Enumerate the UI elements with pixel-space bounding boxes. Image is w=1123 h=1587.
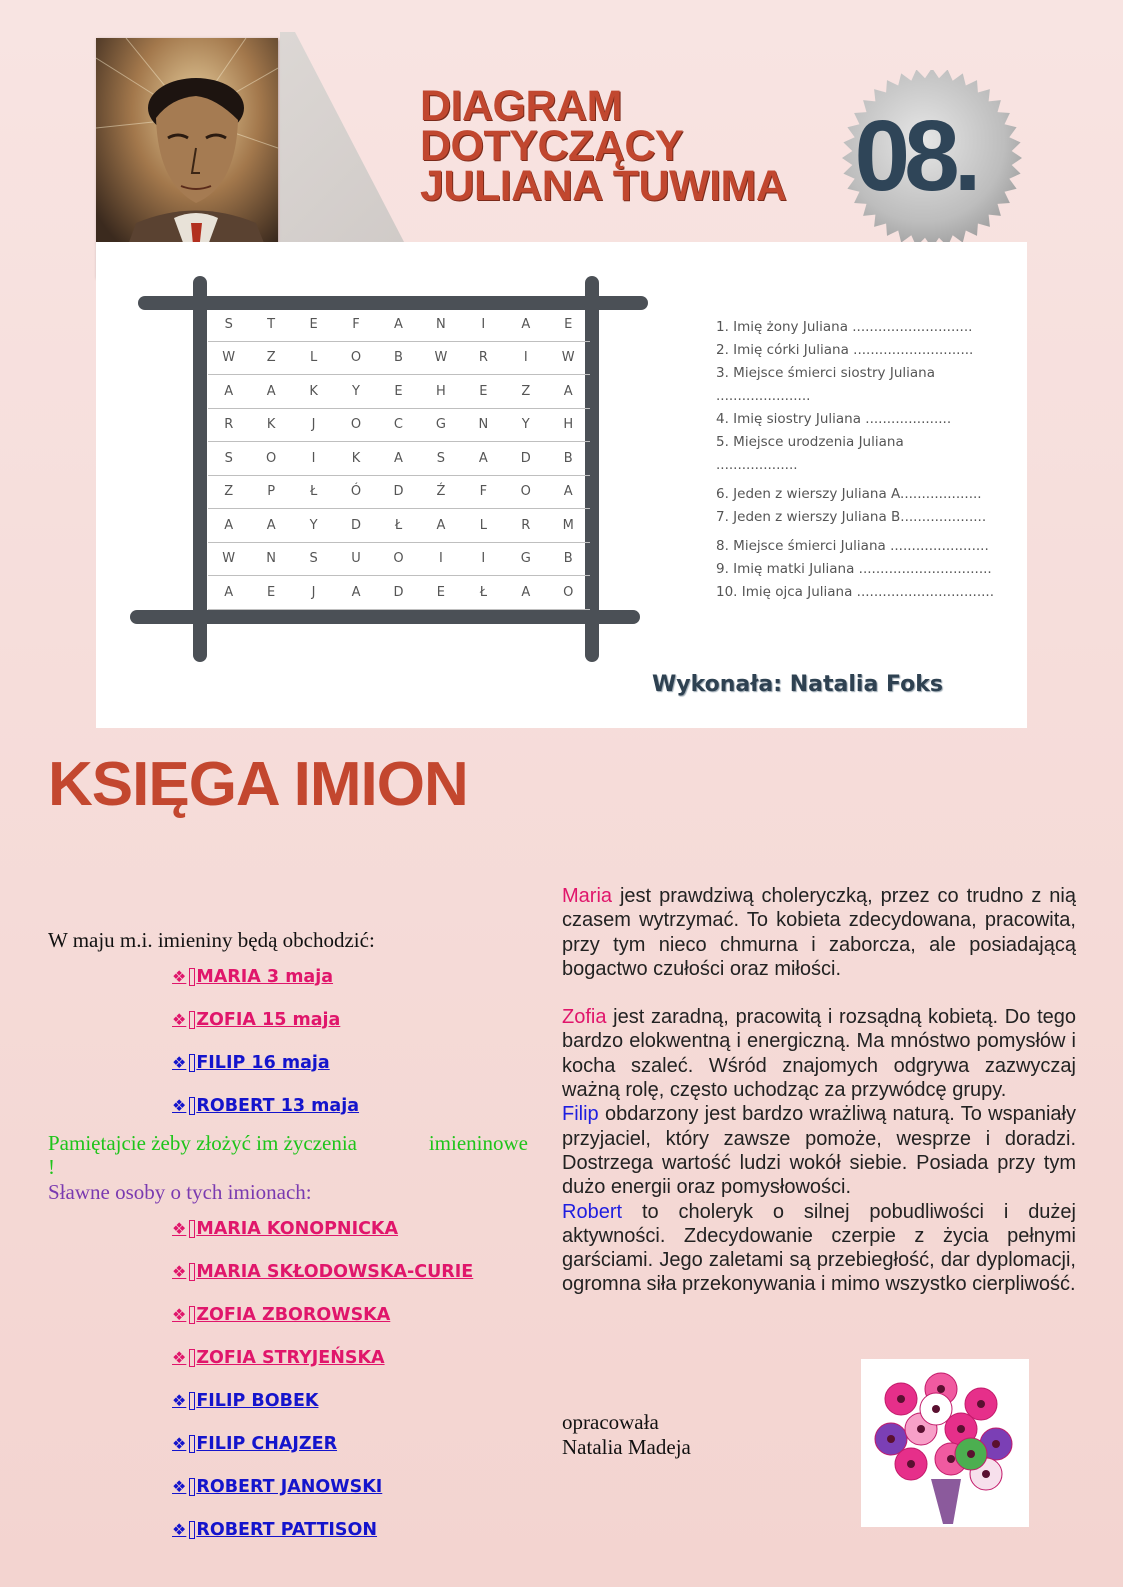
diamond-bullet-icon: ❖	[172, 1053, 187, 1072]
grid-letter: E	[436, 584, 447, 600]
name-list-text: ZOFIA STRYJEŃSKA	[196, 1347, 385, 1368]
diamond-bullet-icon: ❖	[172, 1305, 187, 1324]
grid-letter: S	[224, 450, 234, 466]
grid-letter: I	[311, 450, 317, 466]
nameday-intro: W maju m.i. imieniny będą obchodzić:	[48, 928, 375, 952]
grid-letter: Z	[224, 484, 235, 500]
grid-letter: L	[479, 517, 488, 533]
box-glyph-icon	[189, 1478, 195, 1496]
crossword-question: ......................	[716, 388, 811, 404]
filip-text: obdarzony jest bardzo wrażliwą naturą. To wspaniały przyjaciel, który zawsze pomoże, wesprze i doradzi. Dostrzega wartość ludzi wokół siebie. Posiada przy tym dużo energii oraz pomysłowości.	[562, 1103, 1076, 1199]
grid-letter: O	[393, 551, 405, 567]
name-list-text: ZOFIA ZBOROWSKA	[196, 1304, 391, 1325]
grid-letter: F	[479, 484, 489, 500]
crossword-question: ...................	[716, 457, 798, 473]
grid-letter: A	[224, 517, 235, 533]
grid-letter: F	[352, 316, 361, 332]
box-glyph-icon	[189, 1392, 195, 1410]
name-list-text: FILIP 16 maja	[196, 1052, 330, 1073]
diamond-bullet-icon: ❖	[172, 1096, 187, 1115]
badge-number: 08.	[854, 100, 976, 212]
name-list-item[interactable]	[172, 1207, 538, 1250]
grid-letter: Y	[352, 383, 361, 399]
robert-name: Robert	[562, 1200, 623, 1223]
zofia-text: jest zaradną, pracowitą i rozsądną kobietą. Do tego bardzo elokwentną i energiczną. Ma mnóstwo pomysłów i kocha szaleć. Wśród znajomych odgrywa zazwyczaj ważną rolę, często uchodząc za przywódcę grupy.	[562, 1006, 1076, 1102]
grid-letter: B	[394, 350, 404, 366]
diamond-bullet-icon: ❖	[172, 967, 187, 986]
name-list-item[interactable]	[172, 1041, 538, 1084]
box-glyph-icon	[189, 1054, 195, 1072]
name-list-item[interactable]	[172, 1293, 538, 1336]
name-list-item[interactable]	[172, 1084, 538, 1127]
grid-letter: B	[563, 450, 574, 466]
name-list-text: MARIA 3 maja	[196, 966, 334, 987]
name-descriptions	[562, 884, 1076, 1297]
grid-letter: K	[309, 383, 319, 399]
grid-letter: D	[351, 517, 363, 533]
crossword-question: 2. Imię córki Juliana ............................	[716, 342, 974, 358]
name-list-text: FILIP CHAJZER	[196, 1433, 338, 1454]
crossword-question: 8. Miejsce śmierci Juliana .......................	[716, 538, 989, 554]
grid-letter: Ó	[350, 484, 363, 500]
robert-text: to choleryk o silnej pobudliwości i dużej aktywności. Zdecydowanie czerpie z życia pełnymi garściami. Jego zaletami są przebiegłość, dar dyplomacji, ogromna siła przekonywania i mimo wszystko cierpliwość.	[562, 1200, 1076, 1296]
name-list-item[interactable]	[172, 1422, 538, 1465]
diamond-bullet-icon: ❖	[172, 1348, 187, 1367]
grid-letter: I	[438, 551, 444, 567]
grid-letter: E	[479, 383, 489, 399]
diamond-bullet-icon: ❖	[172, 1219, 187, 1238]
maria-paragraph	[562, 884, 1076, 981]
grid-letter: A	[224, 584, 235, 600]
grid-letter: T	[267, 316, 277, 332]
grid-letter: E	[564, 316, 574, 332]
reminder-text-end: imieninowe	[428, 1131, 528, 1155]
grid-letter: A	[478, 450, 489, 466]
name-list-text: ROBERT JANOWSKI	[196, 1476, 383, 1497]
grid-letter: A	[351, 584, 362, 600]
crossword-question: 9. Imię matki Juliana ...............................	[716, 561, 992, 577]
grid-letter: R	[521, 517, 532, 533]
grid-letter: Z	[266, 350, 277, 366]
section-title: KSIĘGA IMION	[48, 750, 468, 819]
crossword-question: 3. Miejsce śmierci siostry Juliana	[716, 365, 935, 381]
box-glyph-icon	[189, 1011, 195, 1029]
grid-letter: M	[562, 517, 575, 533]
grid-letter: Ł	[479, 584, 488, 600]
reminder-text: Pamiętajcie żeby złożyć im życzenia	[48, 1131, 358, 1155]
grid-letter: A	[436, 517, 447, 533]
name-list-item[interactable]	[172, 955, 538, 998]
page-title	[420, 82, 840, 210]
maria-name: Maria	[562, 885, 613, 907]
grid-letter: A	[266, 383, 277, 399]
signature-line-1: opracowała	[562, 1410, 659, 1434]
name-list-text: MARIA SKŁODOWSKA-CURIE	[196, 1261, 474, 1282]
grid-letter: A	[394, 316, 404, 332]
box-glyph-icon	[189, 1306, 195, 1324]
nameday-list	[48, 955, 538, 1127]
name-list-text: ROBERT PATTISON	[196, 1519, 378, 1540]
name-list-item[interactable]	[172, 1465, 538, 1508]
grid-letter: P	[267, 484, 277, 500]
grid-row	[208, 409, 590, 443]
nameday-column	[48, 928, 538, 1551]
box-glyph-icon	[189, 1435, 195, 1453]
grid-row	[208, 442, 590, 476]
filip-paragraph	[562, 1102, 1076, 1199]
filip-name: Filip	[562, 1103, 599, 1126]
grid-row	[208, 509, 590, 543]
grid-letter: W	[561, 350, 576, 366]
grid-letter: R	[478, 350, 489, 366]
grid-letter: A	[224, 383, 235, 399]
crossword-question: 7. Jeden z wierszy Juliana B....................	[716, 509, 987, 525]
diamond-bullet-icon: ❖	[172, 1434, 187, 1453]
grid-letter: K	[351, 450, 362, 466]
name-list-item[interactable]	[172, 998, 538, 1041]
crossword-question: 10. Imię ojca Juliana ................................	[716, 584, 994, 600]
crossword-author: Wykonała: Natalia Foks	[652, 672, 943, 697]
grid-letter: R	[224, 417, 235, 433]
grid-letter: S	[224, 316, 234, 332]
name-list-item[interactable]	[172, 1250, 538, 1293]
grid-row	[208, 576, 590, 610]
box-glyph-icon	[189, 968, 195, 986]
grid-letter: D	[520, 450, 532, 466]
grid-letter: A	[394, 450, 404, 466]
grid-letter: U	[351, 551, 362, 567]
box-glyph-icon	[189, 1263, 195, 1281]
signature-name: Natalia Madeja	[562, 1435, 691, 1459]
diamond-bullet-icon: ❖	[172, 1391, 187, 1410]
box-glyph-icon	[189, 1097, 195, 1115]
grid-letter: C	[393, 417, 404, 433]
grid-letter: K	[266, 417, 277, 433]
grid-letter: D	[393, 584, 405, 600]
grid-letter: Ł	[394, 517, 404, 533]
name-list-text: ROBERT 13 maja	[196, 1095, 360, 1116]
grid-letter: I	[481, 551, 487, 567]
grid-letter: L	[309, 350, 319, 366]
title-line-3: JULIANA TUWIMA	[420, 162, 787, 210]
grid-letter: J	[311, 417, 317, 433]
reminder-exclaim: !	[48, 1155, 55, 1179]
diamond-bullet-icon: ❖	[172, 1262, 187, 1281]
grid-row	[208, 476, 590, 510]
grid-letter: Ź	[436, 484, 447, 500]
grid-letter: B	[563, 551, 574, 567]
signature	[562, 1410, 691, 1460]
diamond-bullet-icon: ❖	[172, 1477, 187, 1496]
grid-letter: Y	[309, 517, 319, 533]
grid-letter: E	[309, 316, 319, 332]
crossword-questions	[716, 316, 996, 604]
name-list-text: ZOFIA 15 maja	[196, 1009, 341, 1030]
box-glyph-icon	[189, 1220, 195, 1238]
crossword-question: 6. Jeden z wierszy Juliana A...................	[716, 486, 982, 502]
grid-letter: A	[521, 316, 532, 332]
grid-letter: E	[267, 584, 277, 600]
grid-letter: Y	[521, 417, 531, 433]
grid-row	[208, 543, 590, 577]
grid-letter: O	[563, 584, 575, 600]
grid-letter: H	[436, 383, 447, 399]
box-glyph-icon	[189, 1349, 195, 1367]
grid-letter: E	[394, 383, 404, 399]
grid-letter: O	[350, 417, 363, 433]
grid-letter: G	[520, 551, 532, 567]
title-line-1: DIAGRAM	[420, 82, 622, 130]
grid-letter: A	[521, 584, 532, 600]
grid-letter: Z	[521, 383, 532, 399]
famous-intro: Sławne osoby o tych imionach:	[48, 1180, 312, 1204]
grid-letter: I	[523, 350, 529, 366]
grid-letter: O	[266, 450, 278, 466]
grid-row	[208, 308, 590, 342]
grid-letter: N	[436, 316, 447, 332]
zofia-name: Zofia	[562, 1006, 607, 1029]
name-list-text: MARIA KONOPNICKA	[196, 1218, 399, 1239]
grid-letter: N	[266, 551, 278, 567]
grid-letter: S	[436, 450, 447, 466]
grid-letter: G	[435, 417, 447, 433]
name-list-item[interactable]	[172, 1336, 538, 1379]
grid-letter: Ł	[309, 484, 319, 500]
grid-letter: I	[481, 316, 487, 332]
grid-letter: O	[350, 350, 363, 366]
title-line-2: DOTYCZĄCY	[420, 122, 684, 170]
grid-letter: A	[563, 383, 574, 399]
grid-letter: J	[311, 584, 317, 600]
name-list-item[interactable]	[172, 1379, 538, 1422]
flower-bouquet-icon	[861, 1359, 1029, 1527]
box-glyph-icon	[189, 1521, 195, 1539]
word-search-grid	[208, 308, 590, 608]
grid-letter: H	[563, 417, 575, 433]
crossword-question: 5. Miejsce urodzenia Juliana	[716, 434, 904, 450]
grid-letter: A	[563, 484, 574, 500]
famous-list	[48, 1207, 538, 1551]
grid-row	[208, 375, 590, 409]
grid-letter: D	[393, 484, 405, 500]
crossword-question: 1. Imię żony Juliana ............................	[716, 319, 973, 335]
crossword-question: 4. Imię siostry Juliana ....................	[716, 411, 952, 427]
grid-letter: S	[309, 551, 319, 567]
maria-text: jest prawdziwą choleryczką, przez co trudno z nią czasem wytrzymać. To kobieta zdecydowana, pracowita, przy tym nieco chmurna i zaborcza, ale posiadającą bogactwo czułości oraz miłości.	[562, 885, 1076, 980]
grid-letter: W	[434, 350, 449, 366]
reminder-line	[48, 1131, 528, 1155]
diamond-bullet-icon: ❖	[172, 1010, 187, 1029]
grid-letter: N	[478, 417, 490, 433]
grid-letter: O	[520, 484, 532, 500]
zofia-paragraph	[562, 1005, 1076, 1102]
grid-letter: A	[266, 517, 277, 533]
grid-letter: W	[222, 350, 237, 366]
diamond-bullet-icon: ❖	[172, 1520, 187, 1539]
grid-row	[208, 342, 590, 376]
name-list-item[interactable]	[172, 1508, 538, 1551]
name-list-text: FILIP BOBEK	[196, 1390, 319, 1411]
robert-paragraph	[562, 1200, 1076, 1297]
grid-letter: W	[222, 551, 237, 567]
